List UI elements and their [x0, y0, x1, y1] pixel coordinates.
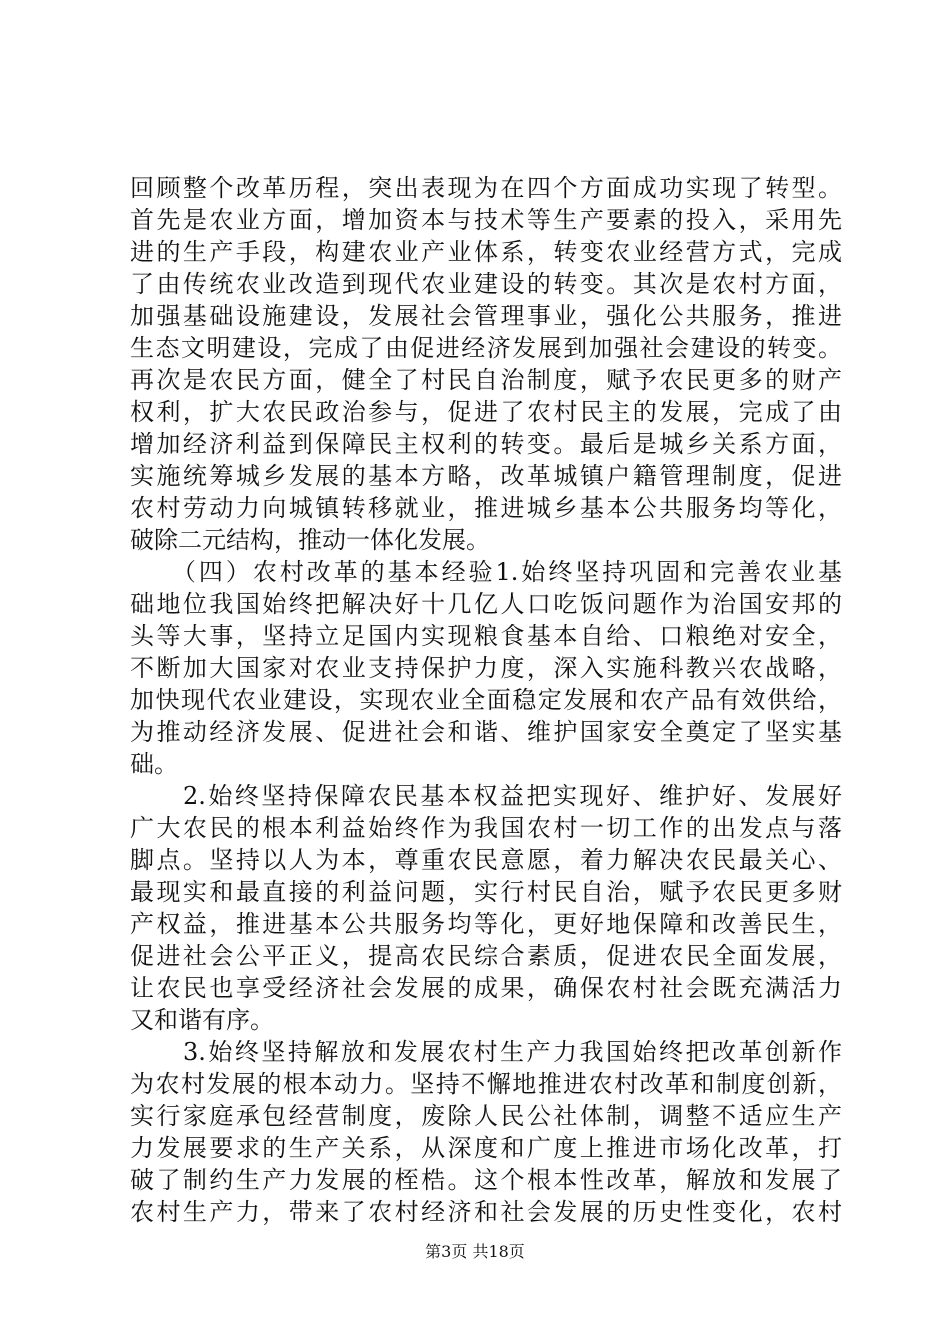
text-line: 脚点。坚持以人为本，尊重农民意愿，着力解决农民最关心、 — [130, 846, 842, 874]
text-line: 础。 — [130, 750, 178, 778]
text-line: 广大农民的根本利益始终作为我国农村一切工作的出发点与落 — [130, 814, 842, 842]
body-text — [130, 172, 842, 1228]
text-line: 头等大事，坚持立足国内实现粮食基本自给、口粮绝对安全， — [130, 622, 842, 650]
text-line: 了由传统农业改造到现代农业建设的转变。其次是农村方面， — [130, 270, 842, 298]
text-line: 让农民也享受经济社会发展的成果，确保农村社会既充满活力 — [130, 974, 842, 1002]
text-line: 2.始终坚持保障农民基本权益把实现好、维护好、发展好 — [130, 782, 842, 810]
text-line: 首先是农业方面，增加资本与技术等生产要素的投入，采用先 — [130, 206, 842, 234]
text-line: 农村生产力，带来了农村经济和社会发展的历史性变化，农村 — [130, 1198, 842, 1226]
text-line: 实行家庭承包经营制度，废除人民公社体制，调整不适应生产 — [130, 1102, 842, 1130]
text-line: 产权益，推进基本公共服务均等化，更好地保障和改善民生， — [130, 910, 842, 938]
text-line: 加快现代农业建设，实现农业全面稳定发展和农产品有效供给， — [130, 686, 842, 714]
text-line: 础地位我国始终把解决好十几亿人口吃饭问题作为治国安邦的 — [130, 590, 842, 618]
text-line: 最现实和最直接的利益问题，实行村民自治，赋予农民更多财 — [130, 878, 842, 906]
page-footer: 第3页 共18页 — [425, 1242, 525, 1261]
text-line: 不断加大国家对农业支持保护力度，深入实施科教兴农战略， — [130, 654, 842, 682]
text-line: 促进社会公平正义，提高农民综合素质，促进农民全面发展， — [130, 942, 842, 970]
text-line: 为农村发展的根本动力。坚持不懈地推进农村改革和制度创新， — [130, 1070, 842, 1098]
text-line: （四）农村改革的基本经验1.始终坚持巩固和完善农业基 — [130, 558, 842, 586]
text-line: 回顾整个改革历程，突出表现为在四个方面成功实现了转型。 — [130, 174, 842, 202]
text-line: 再次是农民方面，健全了村民自治制度，赋予农民更多的财产 — [130, 366, 842, 394]
text-line: 生态文明建设，完成了由促进经济发展到加强社会建设的转变。 — [130, 334, 842, 362]
text-line: 破了制约生产力发展的桎梏。这个根本性改革，解放和发展了 — [130, 1166, 842, 1194]
text-line: 实施统筹城乡发展的基本方略，改革城镇户籍管理制度，促进 — [130, 462, 842, 490]
text-line: 3.始终坚持解放和发展农村生产力我国始终把改革创新作 — [130, 1038, 842, 1066]
text-line: 加强基础设施建设，发展社会管理事业，强化公共服务，推进 — [130, 302, 842, 330]
text-line: 破除二元结构，推动一体化发展。 — [130, 526, 490, 554]
text-line: 权利，扩大农民政治参与，促进了农村民主的发展，完成了由 — [130, 398, 842, 426]
text-line: 力发展要求的生产关系，从深度和广度上推进市场化改革，打 — [130, 1134, 842, 1162]
text-line: 又和谐有序。 — [130, 1006, 274, 1034]
text-line: 进的生产手段，构建农业产业体系，转变农业经营方式，完成 — [130, 238, 842, 266]
text-line: 农村劳动力向城镇转移就业，推进城乡基本公共服务均等化， — [130, 494, 842, 522]
text-line: 为推动经济发展、促进社会和谐、维护国家安全奠定了坚实基 — [130, 718, 842, 746]
text-line: 增加经济利益到保障民主权利的转变。最后是城乡关系方面， — [130, 430, 842, 458]
